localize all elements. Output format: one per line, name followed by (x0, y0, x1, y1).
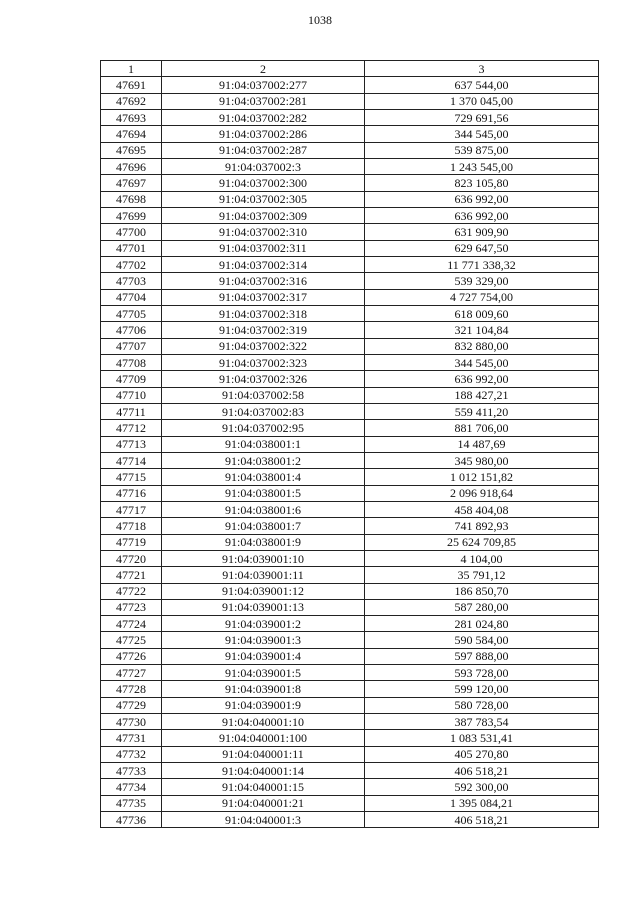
value-cell: 593 728,00 (365, 665, 599, 681)
table-row (101, 142, 599, 158)
table-row (101, 714, 599, 730)
table-row (101, 730, 599, 746)
row-number-cell: 47720 (101, 550, 162, 566)
cadastral-number-cell: 91:04:039001:11 (162, 567, 365, 583)
table-row (101, 485, 599, 501)
value-cell: 345 980,00 (365, 452, 599, 468)
value-cell: 1 243 545,00 (365, 158, 599, 174)
value-cell: 599 120,00 (365, 681, 599, 697)
table-row (101, 616, 599, 632)
cadastral-number-cell: 91:04:039001:4 (162, 648, 365, 664)
table-row (101, 648, 599, 664)
cadastral-number-cell: 91:04:037002:305 (162, 191, 365, 207)
value-cell: 458 404,08 (365, 501, 599, 517)
table-row (101, 175, 599, 191)
row-number-cell: 47704 (101, 289, 162, 305)
table-row (101, 191, 599, 207)
cadastral-number-cell: 91:04:037002:317 (162, 289, 365, 305)
cadastral-number-cell: 91:04:039001:9 (162, 697, 365, 713)
value-cell: 587 280,00 (365, 599, 599, 615)
cadastral-number-cell: 91:04:039001:2 (162, 616, 365, 632)
table-header-row (101, 61, 599, 77)
table-row (101, 632, 599, 648)
cadastral-number-cell: 91:04:037002:316 (162, 273, 365, 289)
cadastral-number-cell: 91:04:037002:322 (162, 338, 365, 354)
cadastral-number-cell: 91:04:037002:318 (162, 305, 365, 321)
row-number-cell: 47717 (101, 501, 162, 517)
row-number-cell: 47693 (101, 109, 162, 125)
value-cell: 281 024,80 (365, 616, 599, 632)
value-cell: 631 909,90 (365, 224, 599, 240)
cadastral-number-cell: 91:04:038001:1 (162, 436, 365, 452)
table-row (101, 436, 599, 452)
value-cell: 1 370 045,00 (365, 93, 599, 109)
row-number-cell: 47694 (101, 126, 162, 142)
cadastral-number-cell: 91:04:039001:13 (162, 599, 365, 615)
row-number-cell: 47702 (101, 256, 162, 272)
column-header-value: 3 (365, 61, 599, 77)
row-number-cell: 47718 (101, 518, 162, 534)
table-row (101, 518, 599, 534)
row-number-cell: 47715 (101, 469, 162, 485)
value-cell: 618 009,60 (365, 305, 599, 321)
row-number-cell: 47691 (101, 77, 162, 93)
cadastral-number-cell: 91:04:038001:4 (162, 469, 365, 485)
row-number-cell: 47728 (101, 681, 162, 697)
cadastral-number-cell: 91:04:037002:310 (162, 224, 365, 240)
table-row (101, 77, 599, 93)
table-body (101, 77, 599, 828)
cadastral-number-cell: 91:04:037002:282 (162, 109, 365, 125)
row-number-cell: 47734 (101, 779, 162, 795)
value-cell: 14 487,69 (365, 436, 599, 452)
cadastral-number-cell: 91:04:038001:2 (162, 452, 365, 468)
cadastral-number-cell: 91:04:040001:21 (162, 795, 365, 811)
page-number: 1038 (308, 13, 332, 27)
row-number-cell: 47709 (101, 371, 162, 387)
table-row (101, 763, 599, 779)
cadastral-number-cell: 91:04:038001:5 (162, 485, 365, 501)
row-number-cell: 47711 (101, 403, 162, 419)
row-number-cell: 47700 (101, 224, 162, 240)
value-cell: 629 647,50 (365, 240, 599, 256)
table-row (101, 158, 599, 174)
row-number-cell: 47716 (101, 485, 162, 501)
value-cell: 590 584,00 (365, 632, 599, 648)
cadastral-number-cell: 91:04:037002:277 (162, 77, 365, 93)
table-row (101, 746, 599, 762)
table-row (101, 93, 599, 109)
value-cell: 1 012 151,82 (365, 469, 599, 485)
table-row (101, 665, 599, 681)
cadastral-number-cell: 91:04:037002:281 (162, 93, 365, 109)
cadastral-number-cell: 91:04:037002:3 (162, 158, 365, 174)
value-cell: 321 104,84 (365, 322, 599, 338)
row-number-cell: 47724 (101, 616, 162, 632)
row-number-cell: 47705 (101, 305, 162, 321)
row-number-cell: 47701 (101, 240, 162, 256)
value-cell: 35 791,12 (365, 567, 599, 583)
cadastral-number-cell: 91:04:039001:8 (162, 681, 365, 697)
row-number-cell: 47719 (101, 534, 162, 550)
table-row (101, 240, 599, 256)
cadastral-number-cell: 91:04:038001:6 (162, 501, 365, 517)
value-cell: 636 992,00 (365, 207, 599, 223)
row-number-cell: 47695 (101, 142, 162, 158)
value-cell: 539 875,00 (365, 142, 599, 158)
cadastral-number-cell: 91:04:037002:311 (162, 240, 365, 256)
value-cell: 405 270,80 (365, 746, 599, 762)
row-number-cell: 47735 (101, 795, 162, 811)
row-number-cell: 47730 (101, 714, 162, 730)
value-cell: 387 783,54 (365, 714, 599, 730)
value-cell: 25 624 709,85 (365, 534, 599, 550)
value-cell: 637 544,00 (365, 77, 599, 93)
row-number-cell: 47697 (101, 175, 162, 191)
cadastral-number-cell: 91:04:040001:15 (162, 779, 365, 795)
value-cell: 4 104,00 (365, 550, 599, 566)
table-row (101, 795, 599, 811)
row-number-cell: 47729 (101, 697, 162, 713)
table-row (101, 567, 599, 583)
table-row (101, 126, 599, 142)
row-number-cell: 47710 (101, 387, 162, 403)
table-row (101, 273, 599, 289)
row-number-cell: 47707 (101, 338, 162, 354)
cadastral-number-cell: 91:04:037002:58 (162, 387, 365, 403)
row-number-cell: 47699 (101, 207, 162, 223)
table-row (101, 305, 599, 321)
table-row (101, 599, 599, 615)
value-cell: 188 427,21 (365, 387, 599, 403)
value-cell: 881 706,00 (365, 420, 599, 436)
table-row (101, 469, 599, 485)
table-row (101, 387, 599, 403)
table-row (101, 779, 599, 795)
value-cell: 832 880,00 (365, 338, 599, 354)
cadastral-value-table (100, 60, 599, 828)
row-number-cell: 47703 (101, 273, 162, 289)
value-cell: 559 411,20 (365, 403, 599, 419)
table-row (101, 501, 599, 517)
cadastral-number-cell: 91:04:040001:10 (162, 714, 365, 730)
cadastral-number-cell: 91:04:037002:83 (162, 403, 365, 419)
value-cell: 344 545,00 (365, 354, 599, 370)
table-row (101, 420, 599, 436)
table-row (101, 371, 599, 387)
value-cell: 580 728,00 (365, 697, 599, 713)
row-number-cell: 47696 (101, 158, 162, 174)
cadastral-number-cell: 91:04:037002:286 (162, 126, 365, 142)
row-number-cell: 47723 (101, 599, 162, 615)
value-cell: 1 083 531,41 (365, 730, 599, 746)
value-cell: 592 300,00 (365, 779, 599, 795)
row-number-cell: 47708 (101, 354, 162, 370)
value-cell: 406 518,21 (365, 763, 599, 779)
table-row (101, 338, 599, 354)
table-row (101, 534, 599, 550)
value-cell: 539 329,00 (365, 273, 599, 289)
row-number-cell: 47722 (101, 583, 162, 599)
table-row (101, 550, 599, 566)
table-row (101, 289, 599, 305)
value-cell: 344 545,00 (365, 126, 599, 142)
table-row (101, 224, 599, 240)
row-number-cell: 47698 (101, 191, 162, 207)
value-cell: 823 105,80 (365, 175, 599, 191)
cadastral-number-cell: 91:04:040001:11 (162, 746, 365, 762)
cadastral-number-cell: 91:04:037002:319 (162, 322, 365, 338)
column-header-cadastral-number: 2 (162, 61, 365, 77)
cadastral-number-cell: 91:04:037002:314 (162, 256, 365, 272)
table-row (101, 256, 599, 272)
cadastral-number-cell: 91:04:040001:14 (162, 763, 365, 779)
cadastral-number-cell: 91:04:040001:3 (162, 812, 365, 828)
value-cell: 1 395 084,21 (365, 795, 599, 811)
cadastral-number-cell: 91:04:037002:326 (162, 371, 365, 387)
row-number-cell: 47732 (101, 746, 162, 762)
value-cell: 4 727 754,00 (365, 289, 599, 305)
value-cell: 11 771 338,32 (365, 256, 599, 272)
table-row (101, 207, 599, 223)
row-number-cell: 47736 (101, 812, 162, 828)
row-number-cell: 47733 (101, 763, 162, 779)
row-number-cell: 47721 (101, 567, 162, 583)
cadastral-number-cell: 91:04:037002:300 (162, 175, 365, 191)
column-header-number: 1 (101, 61, 162, 77)
value-cell: 741 892,93 (365, 518, 599, 534)
cadastral-number-cell: 91:04:040001:100 (162, 730, 365, 746)
table-row (101, 403, 599, 419)
table-row (101, 681, 599, 697)
row-number-cell: 47692 (101, 93, 162, 109)
row-number-cell: 47727 (101, 665, 162, 681)
table-row (101, 322, 599, 338)
value-cell: 636 992,00 (365, 371, 599, 387)
table-row (101, 583, 599, 599)
table-row (101, 109, 599, 125)
value-cell: 597 888,00 (365, 648, 599, 664)
cadastral-number-cell: 91:04:037002:323 (162, 354, 365, 370)
table-row (101, 452, 599, 468)
row-number-cell: 47731 (101, 730, 162, 746)
cadastral-number-cell: 91:04:039001:12 (162, 583, 365, 599)
table-row (101, 812, 599, 828)
row-number-cell: 47714 (101, 452, 162, 468)
row-number-cell: 47713 (101, 436, 162, 452)
cadastral-number-cell: 91:04:037002:287 (162, 142, 365, 158)
value-cell: 2 096 918,64 (365, 485, 599, 501)
row-number-cell: 47725 (101, 632, 162, 648)
cadastral-number-cell: 91:04:037002:309 (162, 207, 365, 223)
row-number-cell: 47712 (101, 420, 162, 436)
cadastral-number-cell: 91:04:039001:10 (162, 550, 365, 566)
cadastral-number-cell: 91:04:038001:7 (162, 518, 365, 534)
cadastral-number-cell: 91:04:037002:95 (162, 420, 365, 436)
row-number-cell: 47726 (101, 648, 162, 664)
value-cell: 406 518,21 (365, 812, 599, 828)
table-row (101, 697, 599, 713)
value-cell: 186 850,70 (365, 583, 599, 599)
cadastral-number-cell: 91:04:039001:3 (162, 632, 365, 648)
value-cell: 636 992,00 (365, 191, 599, 207)
table-row (101, 354, 599, 370)
cadastral-number-cell: 91:04:039001:5 (162, 665, 365, 681)
cadastral-number-cell: 91:04:038001:9 (162, 534, 365, 550)
value-cell: 729 691,56 (365, 109, 599, 125)
row-number-cell: 47706 (101, 322, 162, 338)
